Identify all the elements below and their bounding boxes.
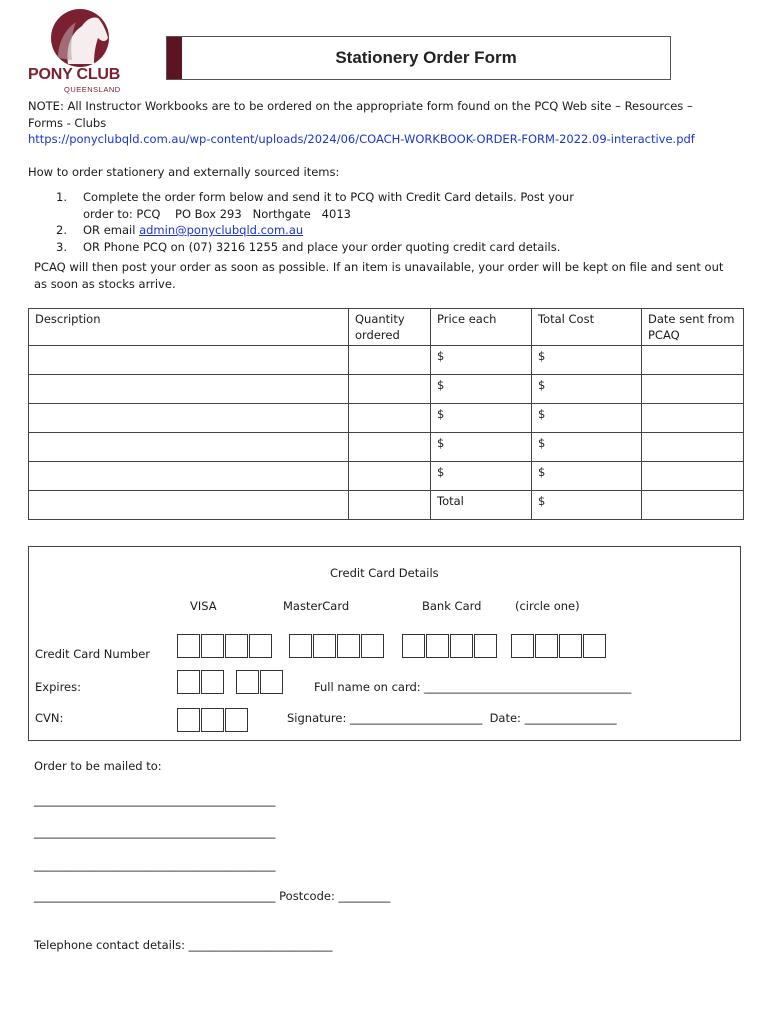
table-row — [29, 404, 744, 433]
howto-heading: How to order stationery and externally sourced items: — [28, 165, 340, 179]
logo-subtitle: QUEENSLAND — [64, 85, 121, 94]
quantity-cell[interactable] — [349, 433, 431, 462]
workbook-form-link[interactable]: https://ponyclubqld.com.au/wp-content/uploads/2024/06/COACH-WORKBOOK-ORDER-FORM-2022.09-interactive.pdf — [28, 132, 695, 146]
address-line-3[interactable]: __________________________________________ — [34, 858, 276, 872]
price-cell[interactable]: $ — [431, 433, 532, 462]
card-number-group-2[interactable] — [289, 634, 385, 658]
card-type-bankcard[interactable]: Bank Card — [422, 599, 482, 613]
table-row — [29, 375, 744, 404]
note-section — [28, 98, 738, 148]
date-cell[interactable] — [642, 462, 744, 491]
card-number-group-3[interactable] — [402, 634, 498, 658]
title-accent-bar — [167, 37, 182, 79]
date-cell — [642, 491, 744, 520]
quantity-cell[interactable] — [349, 375, 431, 404]
col-date: Date sent from PCAQ — [642, 309, 744, 346]
address-line-2[interactable]: __________________________________________ — [34, 825, 276, 839]
step-number: 1. — [56, 190, 67, 204]
steps-list — [56, 189, 656, 255]
card-type-visa[interactable]: VISA — [190, 599, 217, 613]
price-cell[interactable]: $ — [431, 462, 532, 491]
total-label: Total — [431, 491, 532, 520]
signature-date-field[interactable]: Signature: _______________________ Date: ________________ — [287, 711, 617, 725]
price-cell[interactable]: $ — [431, 346, 532, 375]
table-header-row — [29, 309, 744, 346]
step-1 — [56, 189, 656, 206]
step-text: OR Phone PCQ on (07) 3216 1255 and place your order quoting credit card details. — [83, 239, 561, 254]
info-paragraph: PCAQ will then post your order as soon as possible. If an item is unavailable, your order will be kept on file and sent out as soon as stocks arrive. — [34, 260, 724, 291]
quantity-cell[interactable] — [349, 462, 431, 491]
note-line-2: Forms - Clubs — [28, 115, 107, 130]
grand-total-cell[interactable]: $ — [532, 491, 642, 520]
date-cell[interactable] — [642, 404, 744, 433]
step-3 — [56, 239, 656, 256]
credit-card-section — [28, 546, 741, 741]
cvn-label: CVN: — [35, 711, 64, 725]
date-cell[interactable] — [642, 433, 744, 462]
date-cell[interactable] — [642, 346, 744, 375]
address-line-1[interactable]: __________________________________________ — [34, 793, 276, 807]
order-table — [28, 308, 744, 520]
note-line-1: NOTE: All Instructor Workbooks are to be ordered on the appropriate form found on the PCQ Web site – Resources – — [28, 99, 693, 113]
step-number: 3. — [56, 239, 67, 254]
email-link[interactable]: admin@ponyclubqld.com.au — [139, 223, 304, 237]
date-cell[interactable] — [642, 375, 744, 404]
description-cell — [29, 491, 349, 520]
step-number: 2. — [56, 223, 67, 237]
total-cell[interactable]: $ — [532, 346, 642, 375]
mailing-label: Order to be mailed to: — [34, 759, 162, 773]
description-cell[interactable] — [29, 462, 349, 491]
table-row — [29, 346, 744, 375]
table-row — [29, 433, 744, 462]
step-2 — [56, 222, 656, 239]
card-type-mastercard[interactable]: MasterCard — [283, 599, 350, 613]
pony-club-logo — [28, 8, 132, 96]
price-cell[interactable]: $ — [431, 375, 532, 404]
cvn-input[interactable] — [177, 708, 249, 732]
circle-one-hint: (circle one) — [515, 599, 580, 613]
telephone-field[interactable]: Telephone contact details: _________________________ — [34, 938, 333, 952]
step-1-continued — [56, 206, 656, 223]
full-name-field[interactable]: Full name on card: ____________________________________ — [314, 680, 632, 694]
col-total: Total Cost — [532, 309, 642, 346]
total-cell[interactable]: $ — [532, 375, 642, 404]
total-cell[interactable]: $ — [532, 462, 642, 491]
description-cell[interactable] — [29, 404, 349, 433]
price-cell[interactable]: $ — [431, 404, 532, 433]
postcode-line[interactable]: __________________________________________ Postcode: _________ — [34, 889, 391, 903]
expiry-year-input[interactable] — [236, 670, 284, 694]
description-cell[interactable] — [29, 433, 349, 462]
total-row — [29, 491, 744, 520]
title-box — [166, 36, 671, 80]
expires-label: Expires: — [35, 680, 81, 694]
total-cell[interactable]: $ — [532, 433, 642, 462]
horse-head-icon — [28, 8, 132, 68]
card-number-label: Credit Card Number — [35, 647, 150, 661]
col-price: Price each — [431, 309, 532, 346]
step-text: order to: PCQ PO Box 293 Northgate 4013 — [83, 206, 351, 221]
card-number-group-4[interactable] — [511, 634, 607, 658]
quantity-cell — [349, 491, 431, 520]
logo-title: PONY CLUB — [28, 66, 121, 83]
description-cell[interactable] — [29, 375, 349, 404]
card-number-group-1[interactable] — [177, 634, 273, 658]
col-description: Description — [29, 309, 349, 346]
description-cell[interactable] — [29, 346, 349, 375]
step-text: OR email admin@ponyclubqld.com.au — [83, 223, 304, 237]
table-row — [29, 462, 744, 491]
quantity-cell[interactable] — [349, 346, 431, 375]
quantity-cell[interactable] — [349, 404, 431, 433]
expiry-month-input[interactable] — [177, 670, 225, 694]
page-title: Stationery Order Form — [335, 48, 517, 67]
step-text: Complete the order form below and send it to PCQ with Credit Card details. Post your — [83, 190, 574, 204]
total-cell[interactable]: $ — [532, 404, 642, 433]
col-quantity: Quantity ordered — [349, 309, 431, 346]
credit-card-heading: Credit Card Details — [330, 566, 439, 580]
